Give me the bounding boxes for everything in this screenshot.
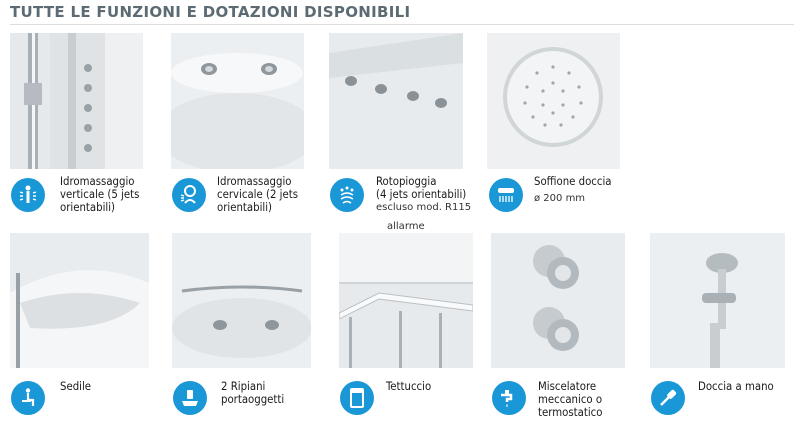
feature-label-roof: Tettuccio bbox=[386, 380, 432, 393]
showerhead-icon bbox=[489, 178, 523, 212]
feature-label-shelves: 2 Ripiani portaoggetti bbox=[221, 380, 285, 407]
seat-icon bbox=[11, 381, 45, 415]
feature-label-seat: Sedile bbox=[60, 380, 92, 393]
page-title: TUTTE LE FUNZIONI E DOTAZIONI DISPONIBILI bbox=[10, 3, 411, 21]
feature-label-rain-jets: Rotopioggia (4 jets orientabili) bbox=[376, 175, 467, 202]
feature-label-vertical-jets: Idromassaggio verticale (5 jets orientabili) bbox=[60, 175, 140, 215]
rain-jets-icon bbox=[330, 178, 364, 212]
photo-vertical-jets bbox=[10, 33, 143, 169]
feature-note-showerhead: ø 200 mm bbox=[534, 193, 586, 204]
photo-cervical-jets bbox=[171, 33, 304, 169]
photo-roof bbox=[339, 233, 473, 368]
hand-shower-icon bbox=[651, 381, 685, 415]
neck-jets-icon bbox=[172, 178, 206, 212]
feature-label-cervical-jets: Idromassaggio cervicale (2 jets orientabili) bbox=[217, 175, 298, 215]
photo-seat bbox=[10, 233, 149, 368]
photo-showerhead bbox=[487, 33, 620, 169]
feature-note-rain-jets: escluso mod. R115 bbox=[376, 202, 472, 213]
feature-label-hand-shower: Doccia a mano bbox=[698, 380, 774, 393]
roof-icon bbox=[340, 381, 374, 415]
photo-mixer bbox=[491, 233, 625, 368]
mixer-tap-icon bbox=[492, 381, 526, 415]
photo-shelves bbox=[172, 233, 311, 368]
title-rule bbox=[10, 24, 794, 25]
photo-rain-jets bbox=[329, 33, 463, 169]
stray-text: allarme bbox=[387, 221, 425, 232]
feature-label-mixer: Miscelatore meccanico o termostatico bbox=[538, 380, 603, 420]
photo-hand-shower bbox=[650, 233, 785, 368]
body-jets-icon bbox=[11, 178, 45, 212]
shelf-icon bbox=[173, 381, 207, 415]
feature-label-showerhead: Soffione doccia bbox=[534, 175, 612, 188]
